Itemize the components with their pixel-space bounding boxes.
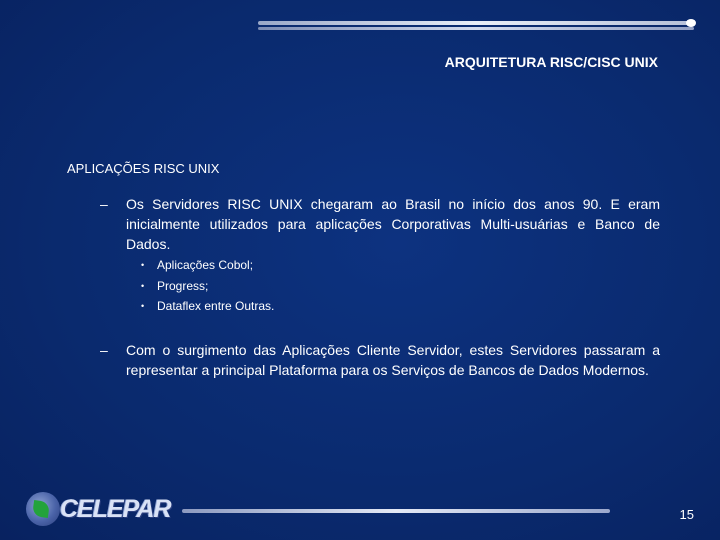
dash-marker: – <box>100 342 108 358</box>
bullet-item-2 <box>100 340 660 380</box>
bullet-item-1 <box>100 194 660 254</box>
sub-bullet-list <box>141 255 275 317</box>
dash-marker: – <box>100 196 108 212</box>
page-number: 15 <box>679 507 694 522</box>
celepar-logo <box>26 492 171 528</box>
bottom-decorative-bar <box>182 509 610 513</box>
top-decorative-bar <box>258 18 694 34</box>
sub-bullet-text: Progress; <box>157 278 209 293</box>
top-bar-line <box>258 27 694 30</box>
logo-wordmark: CELEPAR <box>60 495 171 523</box>
bullet-marker: • <box>141 260 145 270</box>
logo-globe-icon <box>26 492 60 526</box>
bullet-marker: • <box>141 301 145 311</box>
sub-bullet-text: Dataflex entre Outras. <box>157 299 275 313</box>
sub-bullet-item <box>141 296 275 317</box>
top-bar-highlight <box>686 19 696 27</box>
sub-bullet-item <box>141 276 274 297</box>
logo-leaf-icon <box>32 500 50 518</box>
bullet-item-text: Os Servidores RISC UNIX chegaram ao Brasil no início dos anos 90. E eram inicialmente utilizados para aplicações Corporativas Multi-usuárias e Banco de Dados. <box>126 196 660 252</box>
slide-title: ARQUITETURA RISC/CISC UNIX <box>444 54 658 70</box>
section-heading: APLICAÇÕES RISC UNIX <box>67 161 220 176</box>
bullet-marker: • <box>141 280 145 291</box>
top-bar-line <box>258 21 694 25</box>
bullet-item-text: Com o surgimento das Aplicações Cliente Servidor, estes Servidores passaram a representar a principal Plataforma para os Serviços de Bancos de Dados Modernos. <box>126 342 660 378</box>
sub-bullet-text: Aplicações Cobol; <box>157 258 254 272</box>
sub-bullet-item <box>141 255 274 276</box>
